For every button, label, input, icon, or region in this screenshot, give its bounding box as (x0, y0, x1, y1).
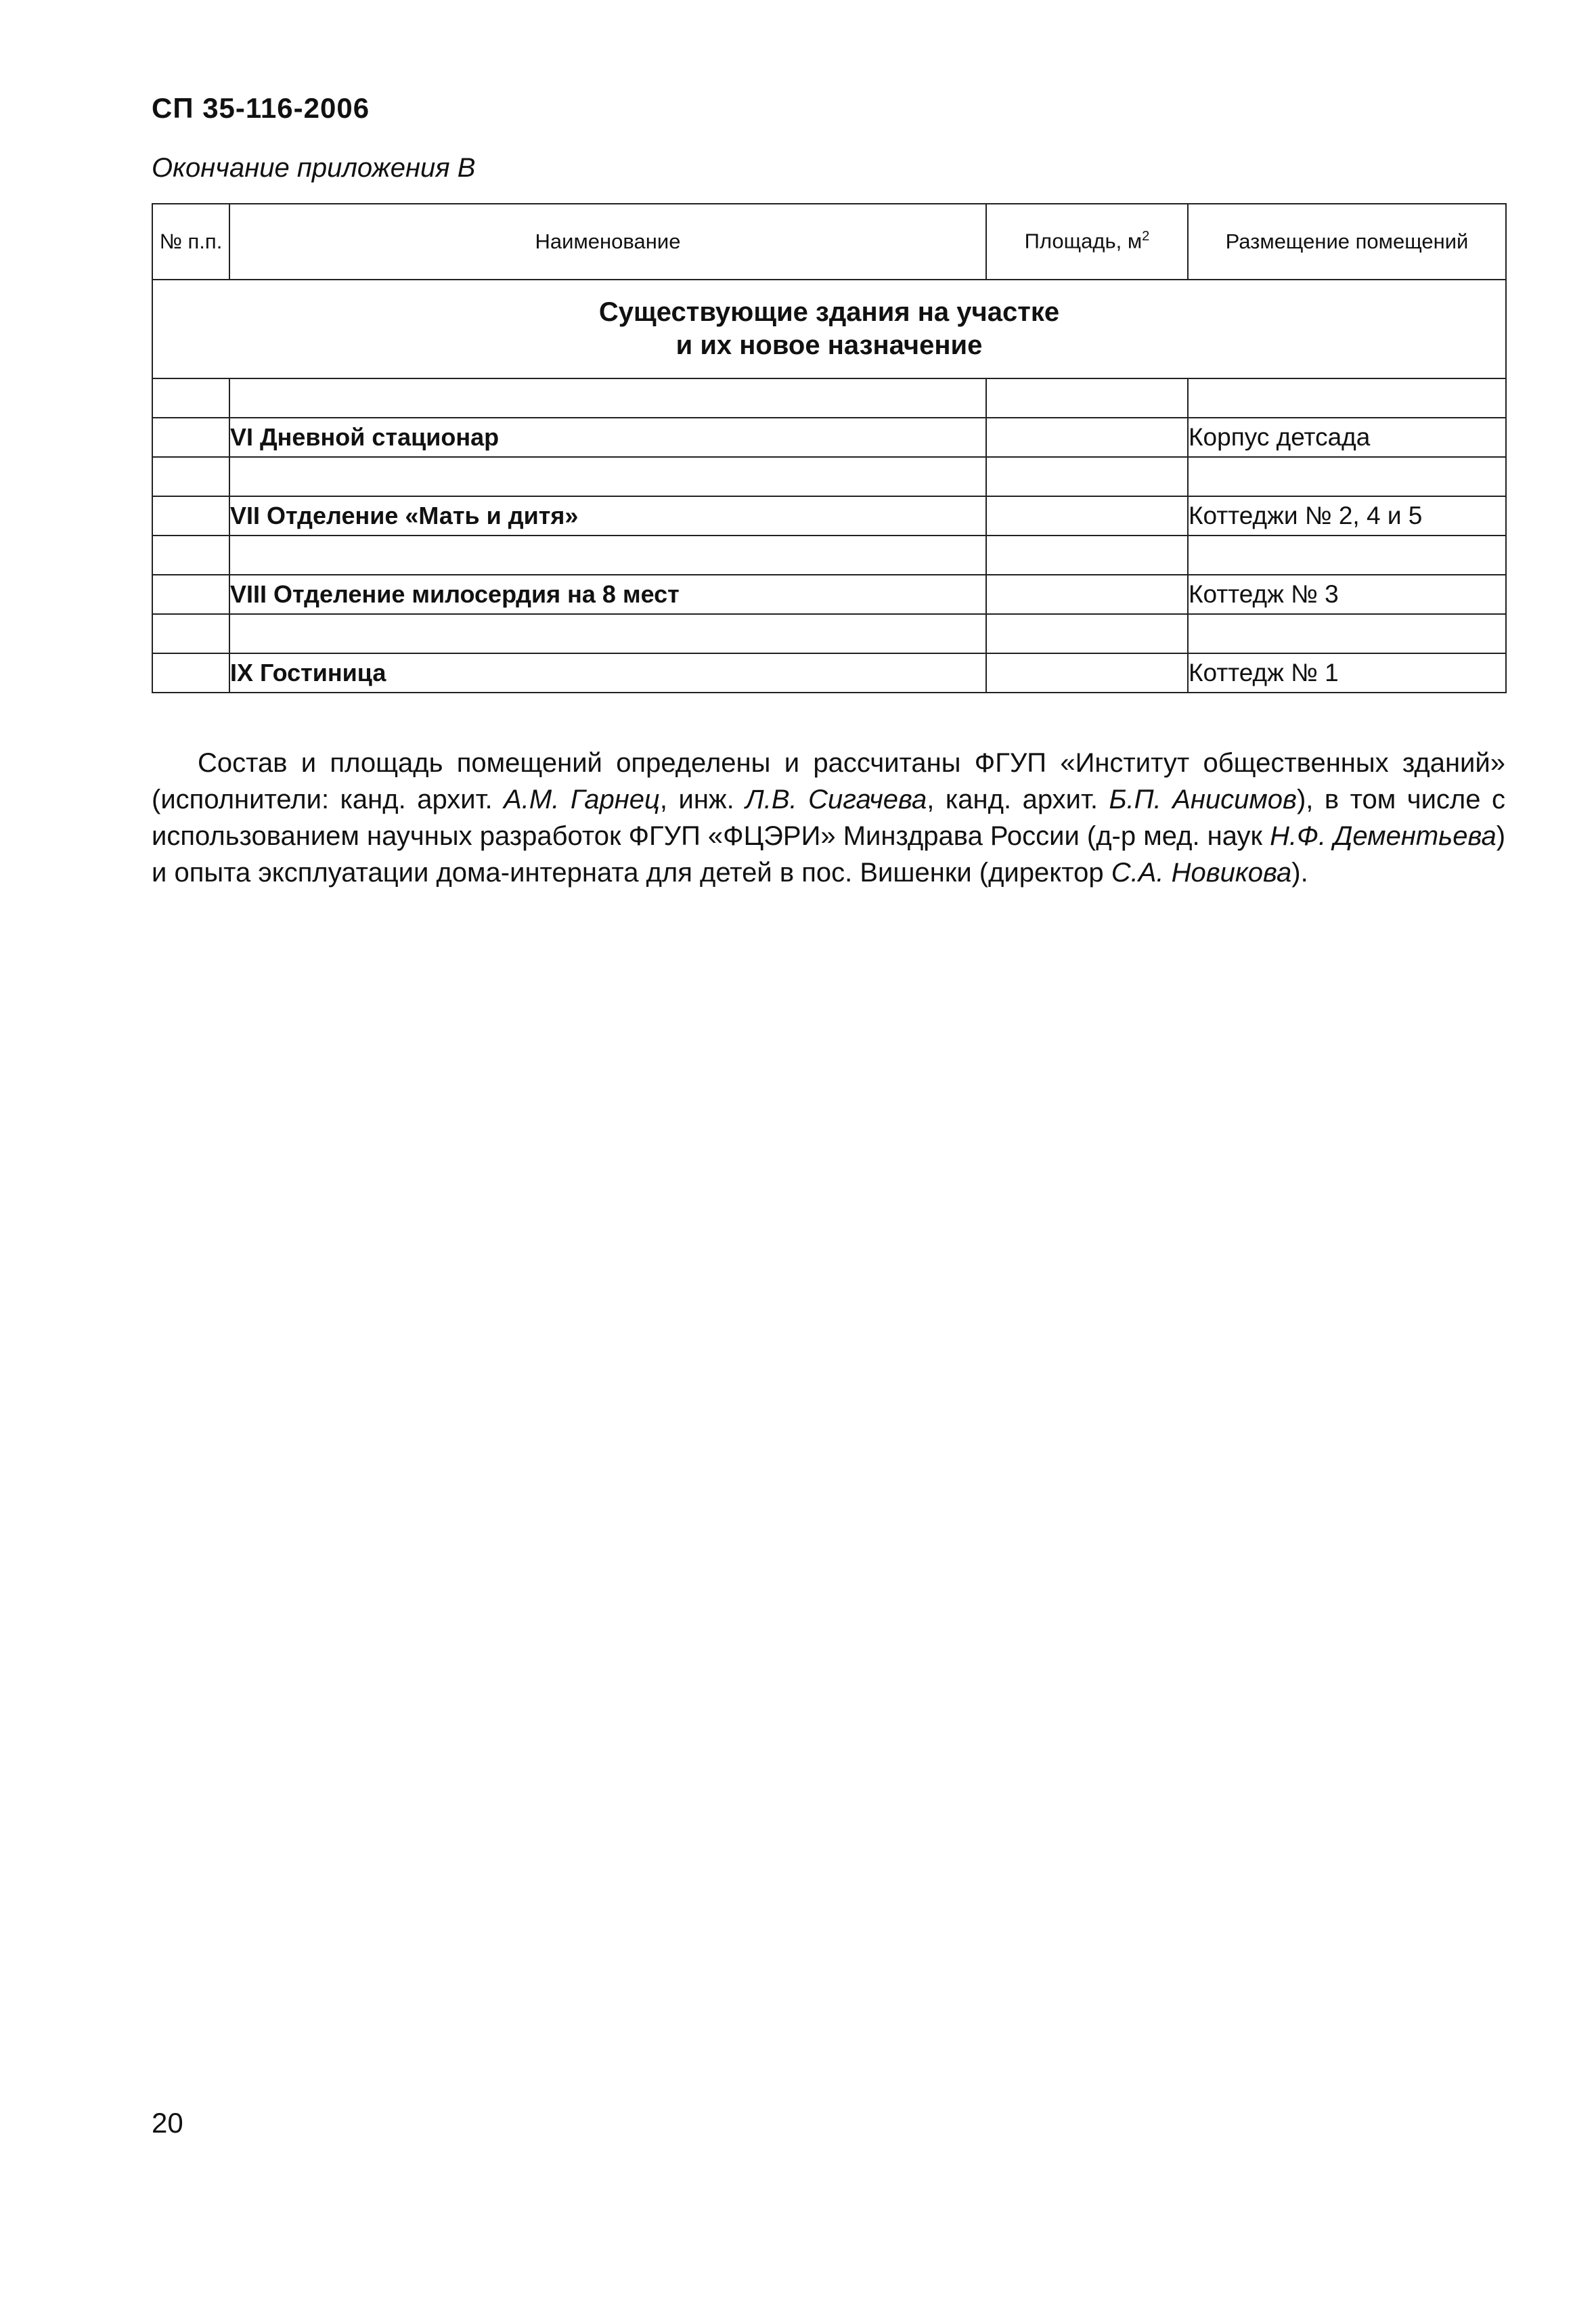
row-name-cell: IX Гостиница (229, 653, 986, 693)
page-number: 20 (152, 2107, 183, 2139)
empty-cell (1188, 614, 1506, 653)
empty-cell (986, 614, 1188, 653)
table-empty-row (152, 614, 1506, 653)
empty-cell (1188, 378, 1506, 418)
row-area-cell (986, 496, 1188, 536)
row-number-cell (152, 653, 229, 693)
row-placement-cell: Коттедж № 1 (1188, 653, 1506, 693)
empty-cell (152, 457, 229, 496)
empty-cell (152, 378, 229, 418)
row-placement-cell: Корпус детсада (1188, 418, 1506, 457)
document-code: СП 35-116-2006 (152, 92, 370, 124)
section-title-line-1: Существующие здания на участке (598, 297, 1060, 328)
section-title (152, 280, 1506, 378)
table-row (152, 575, 1506, 614)
row-number-cell (152, 418, 229, 457)
empty-cell (1188, 536, 1506, 575)
author-name: Б.П. Анисимов (1109, 785, 1297, 814)
table-row (152, 653, 1506, 693)
section-row (152, 280, 1506, 378)
table-row (152, 496, 1506, 536)
empty-cell (229, 378, 986, 418)
author-name: А.М. Гарнец (504, 785, 660, 814)
row-name-cell: VI Дневной стационар (229, 418, 986, 457)
column-header-area-label: Площадь, м (1024, 229, 1143, 253)
note-text: ), в том числе с использованием научных разработок ФГУП «ФЦЭРИ» Минздрава России (д-р мед. наук (152, 785, 1505, 851)
table-header-row (152, 204, 1506, 280)
table-empty-row (152, 378, 1506, 418)
empty-cell (1188, 457, 1506, 496)
column-header-number: № п.п. (152, 204, 229, 280)
table-row (152, 418, 1506, 457)
empty-cell (986, 378, 1188, 418)
row-placement-cell: Коттедж № 3 (1188, 575, 1506, 614)
empty-cell (229, 536, 986, 575)
row-area-cell (986, 653, 1188, 693)
area-unit-superscript: 2 (1142, 229, 1150, 244)
row-area-cell (986, 575, 1188, 614)
empty-cell (229, 614, 986, 653)
row-number-cell (152, 496, 229, 536)
empty-cell (152, 614, 229, 653)
row-number-cell (152, 575, 229, 614)
note-text: ) и опыта эксплуатации дома-интерната для детей в пос. Вишенки (директор (152, 821, 1506, 888)
empty-cell (152, 536, 229, 575)
row-name-cell: VII Отделение «Мать и дитя» (229, 496, 986, 536)
table-empty-row (152, 457, 1506, 496)
table-empty-row (152, 536, 1506, 575)
rooms-table (152, 203, 1507, 693)
row-area-cell (986, 418, 1188, 457)
authors-note-paragraph (152, 745, 1505, 891)
empty-cell (229, 457, 986, 496)
column-header-name: Наименование (229, 204, 986, 280)
authors-note (152, 745, 1505, 891)
appendix-caption: Окончание приложения В (152, 153, 476, 183)
section-title-line-2: и их новое назначение (675, 330, 983, 360)
empty-cell (986, 457, 1188, 496)
row-placement-cell: Коттеджи № 2, 4 и 5 (1188, 496, 1506, 536)
column-header-area (986, 204, 1188, 280)
author-name: Н.Ф. Дементьева (1270, 821, 1497, 851)
author-name: С.А. Новикова (1111, 858, 1292, 888)
row-name-cell: VIII Отделение милосердия на 8 мест (229, 575, 986, 614)
note-text: ). (1291, 858, 1308, 888)
empty-cell (986, 536, 1188, 575)
note-text: Состав и площадь помещений определены и рассчитаны ФГУП «Институт общественных зданий» (исполнители: канд. архит. (152, 748, 1505, 814)
author-name: Л.В. Сигачева (745, 785, 927, 814)
note-text: , канд. архит. (927, 785, 1109, 814)
column-header-placement: Размещение помещений (1188, 204, 1506, 280)
note-text: , инж. (659, 785, 746, 814)
